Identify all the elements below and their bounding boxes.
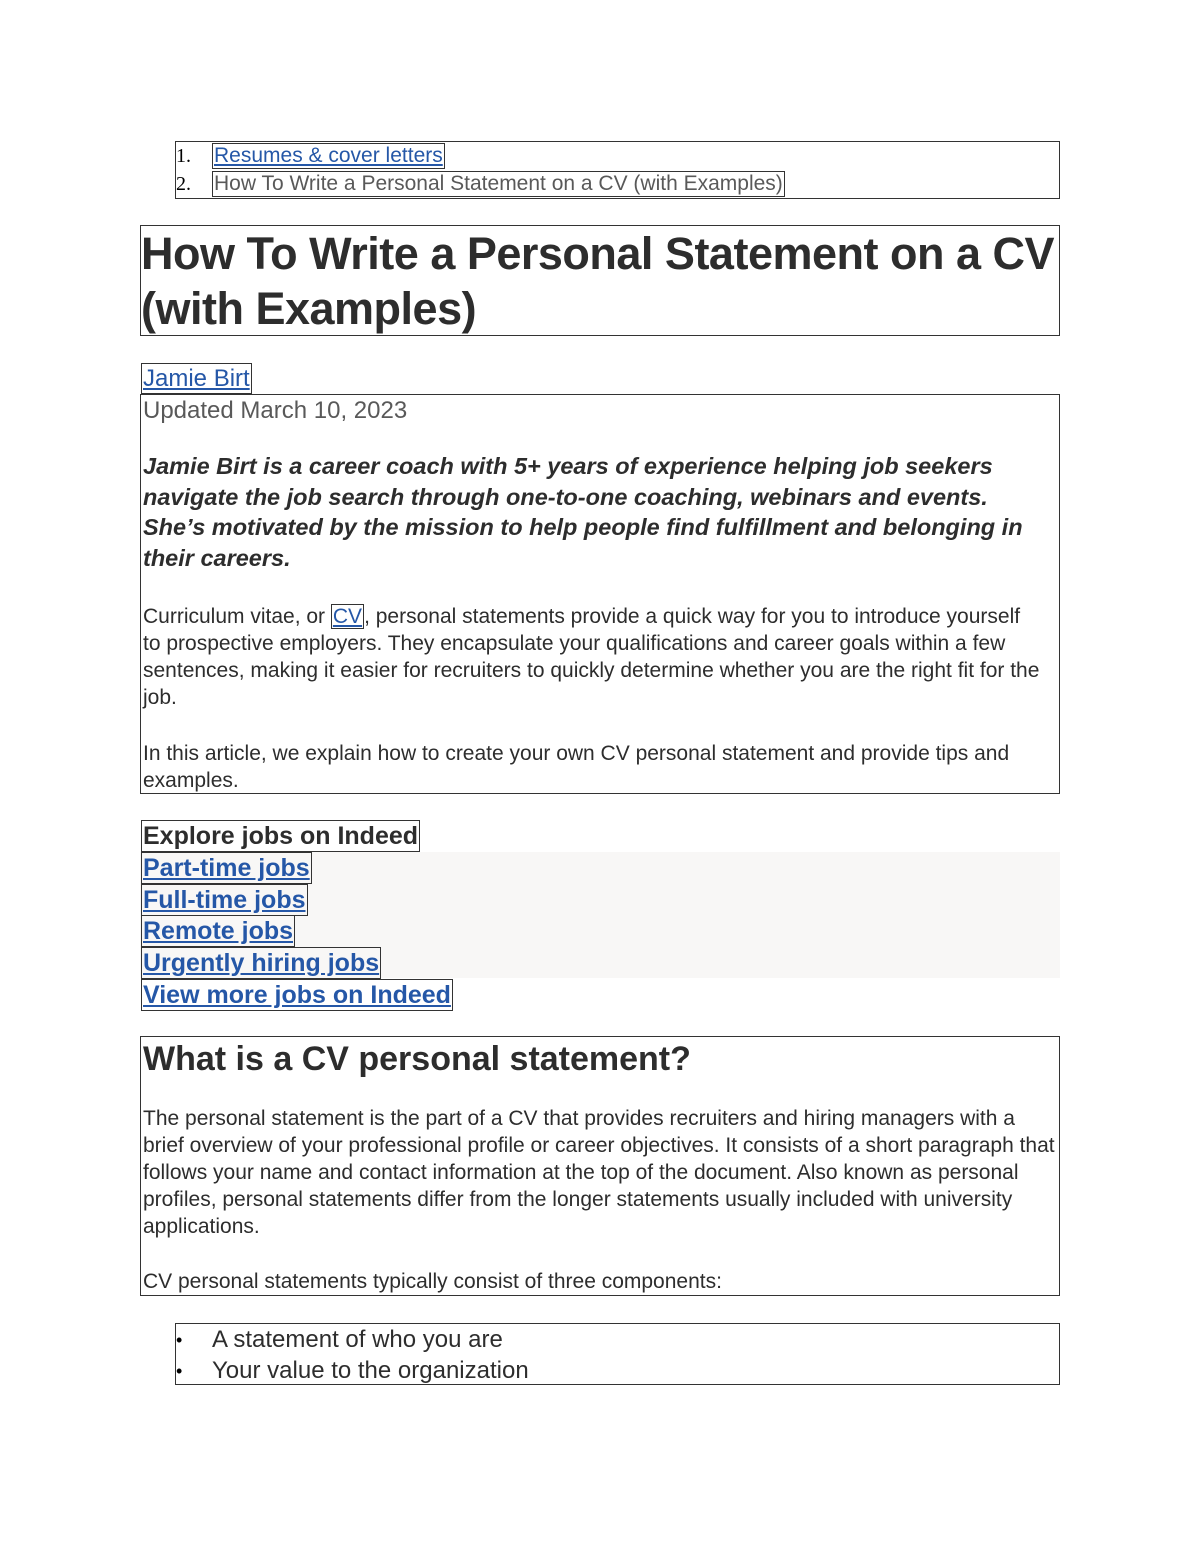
components-intro: CV personal statements typically consist of three components: [143, 1270, 722, 1293]
remote-jobs-link[interactable]: Remote jobs [143, 917, 294, 945]
cv-link[interactable]: CV [332, 605, 363, 628]
intro-summary-paragraph: In this article, we explain how to create your own CV personal statement and provide tips and examples. [143, 742, 1010, 792]
section-paragraph: The personal statement is the part of a CV that provides recruiters and hiring managers with a brief overview of your professional profile or career objectives. It consists of a short paragraph that follows your name and contact information at the top of the document. Also known as personal profiles, personal statements differ from the longer statements usually included with university applications. [143, 1107, 1055, 1238]
components-list [175, 1323, 1060, 1385]
urgently-hiring-jobs-link[interactable]: Urgently hiring jobs [143, 949, 380, 977]
breadcrumb-current-page: How To Write a Personal Statement on a CV (with Examples) [214, 172, 783, 195]
bullet-icon: • [176, 1361, 183, 1381]
author-link[interactable]: Jamie Birt [143, 365, 250, 392]
full-time-jobs-link[interactable]: Full-time jobs [143, 886, 306, 914]
intro-paragraph [143, 603, 1043, 711]
list-item-text: Your value to the organization [212, 1357, 529, 1384]
section-heading: What is a CV personal statement? [143, 1040, 691, 1078]
article-intro [140, 394, 1060, 794]
intro-text-after: , personal statements provide a quick way for you to introduce yourself to prospective employers. They encapsulate your qualifications and career goals within a few sentences, making it easier for recruiters to quickly determine whether you are the right fit for the job. [143, 605, 1040, 709]
breadcrumb-number: 1. [176, 145, 191, 167]
breadcrumb-link-resumes[interactable]: Resumes & cover letters [214, 144, 443, 167]
list-item-text: A statement of who you are [212, 1326, 503, 1353]
page-title: How To Write a Personal Statement on a CV (with Examples) [141, 228, 1055, 334]
intro-text-before: Curriculum vitae, or [143, 605, 331, 628]
explore-jobs-heading: Explore jobs on Indeed [143, 822, 419, 850]
updated-date: Updated March 10, 2023 [143, 397, 408, 424]
title-container [140, 225, 1060, 336]
bullet-icon: • [176, 1330, 183, 1350]
breadcrumb-number: 2. [176, 173, 191, 195]
section-what-is [140, 1036, 1060, 1296]
view-more-jobs-link[interactable]: View more jobs on Indeed [143, 981, 451, 1009]
breadcrumb [175, 141, 1060, 199]
author-bio: Jamie Birt is a career coach with 5+ years of experience helping job seekers navigate the job search through one-to-one coaching, webinars and events. She’s motivated by the mission to help people find fulfillment and belonging in their careers. [143, 453, 1023, 571]
part-time-jobs-link[interactable]: Part-time jobs [143, 854, 310, 882]
